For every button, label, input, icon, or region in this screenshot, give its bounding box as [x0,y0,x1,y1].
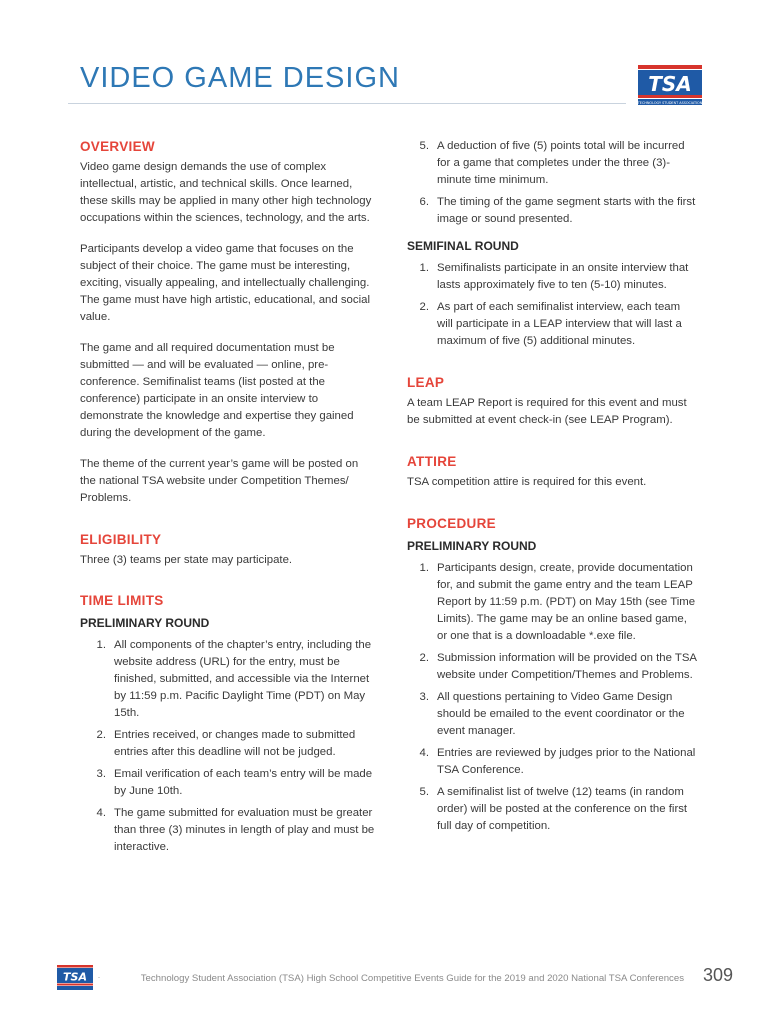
time-limits-prelim-heading: PRELIMINARY ROUND [80,616,210,630]
overview-paragraph-2: Participants develop a video game that focuses on the subject of their choice. The game must be interesting, exciting, visually appealing, and intellectually challenging. The game must have high artistic, educational, and social value. [80,243,370,323]
time-limits-prelim-list [80,637,376,856]
semifinal-heading: SEMIFINAL ROUND [407,239,519,253]
procedure-list [403,560,697,835]
time-limits-prelim-list-continued [403,138,697,228]
list-item: 5. A semifinalist list of twelve (12) teams (in random order) will be posted at the conference on the first full day of competition. [419,786,688,832]
list-item: 1. All components of the chapter’s entry, including the website address (URL) for the entry, must be finished, submitted, and accessible via the Internet by 11:59 p.m. Pacific Daylight Time (PDT) on May 15th. [96,639,372,719]
right-column [407,138,697,835]
procedure-heading: PROCEDURE [407,516,496,531]
list-item: 4. The game submitted for evaluation must be greater than three (3) minutes in length of play and must be interactive. [96,807,375,853]
left-column [80,138,376,856]
overview-paragraph-1: Video game design demands the use of complex intellectual, artistic, and technical skills. Once learned, these skills may be applied in many other high technology occupations within the sciences, technology, and the arts. [80,161,372,224]
list-item: 2. Entries received, or changes made to submitted entries after this deadline will not be judged. [96,729,356,758]
procedure-prelim-heading: PRELIMINARY ROUND [407,539,537,553]
tsa-logo [637,64,703,106]
leap-heading: LEAP [407,375,445,390]
semifinal-list [403,260,697,350]
svg-text:TSA: TSA [63,970,87,984]
list-item: 1. Semifinalists participate in an onsite interview that lasts approximately five to ten (5-10) minutes. [419,262,689,291]
list-item: 1. Participants design, create, provide documentation for, and submit the game entry and the team LEAP Report by 11:59 p.m. (PDT) on May 15th (see Time Limits). The game may be an online based game, or one that is a downloadable *.exe file. [419,562,696,642]
logo-subtext: TECHNOLOGY STUDENT ASSOCIATION [637,101,703,105]
list-item: 3. All questions pertaining to Video Game Design should be emailed to the event coordinator or the event manager. [419,691,685,737]
footer-band [100,968,698,988]
footer-text: Technology Student Association (TSA) High School Competitive Events Guide for the 2019 and 2020 National TSA Conferences [140,972,684,984]
overview-paragraph-4: The theme of the current year’s game will be posted on the national TSA website under Competition Themes/ Problems. [80,458,359,504]
list-item: 2. As part of each semifinalist interview, each team will participate in a LEAP interview that will last a maximum of five (5) additional minutes. [419,301,682,347]
title-divider [68,103,626,104]
list-item: 5. A deduction of five (5) points total will be incurred for a game that completes under the three (3)-minute time minimum. [419,140,685,186]
list-item: 3. Email verification of each team’s entry will be made by June 10th. [96,768,373,797]
logo-text: TSA [648,72,692,96]
overview-heading: OVERVIEW [80,139,155,154]
attire-heading: ATTIRE [407,454,457,469]
page-title: VIDEO GAME DESIGN [80,62,400,94]
list-item: 2. Submission information will be provided on the TSA website under Competition/Themes and Problems. [419,652,697,681]
page-number: 309 [703,965,734,985]
overview-paragraph-3: The game and all required documentation must be submitted — and will be evaluated — online, pre-conference. Semifinalist teams (list posted at the conference) participate in an onsite interview to demonstrate the knowledge and expertise they gained during the development of the game. [80,342,354,439]
eligibility-heading: ELIGIBILITY [80,532,162,547]
time-limits-heading: TIME LIMITS [80,593,164,608]
attire-text: TSA competition attire is required for this event. [407,476,647,488]
leap-text: A team LEAP Report is required for this event and must be submitted at event check-in (see LEAP Program). [407,397,687,426]
footer-tsa-logo [57,965,93,990]
eligibility-text: Three (3) teams per state may participate. [80,554,293,566]
list-item: 6. The timing of the game segment starts with the first image or sound presented. [419,196,696,225]
list-item: 4. Entries are reviewed by judges prior to the National TSA Conference. [419,747,696,776]
